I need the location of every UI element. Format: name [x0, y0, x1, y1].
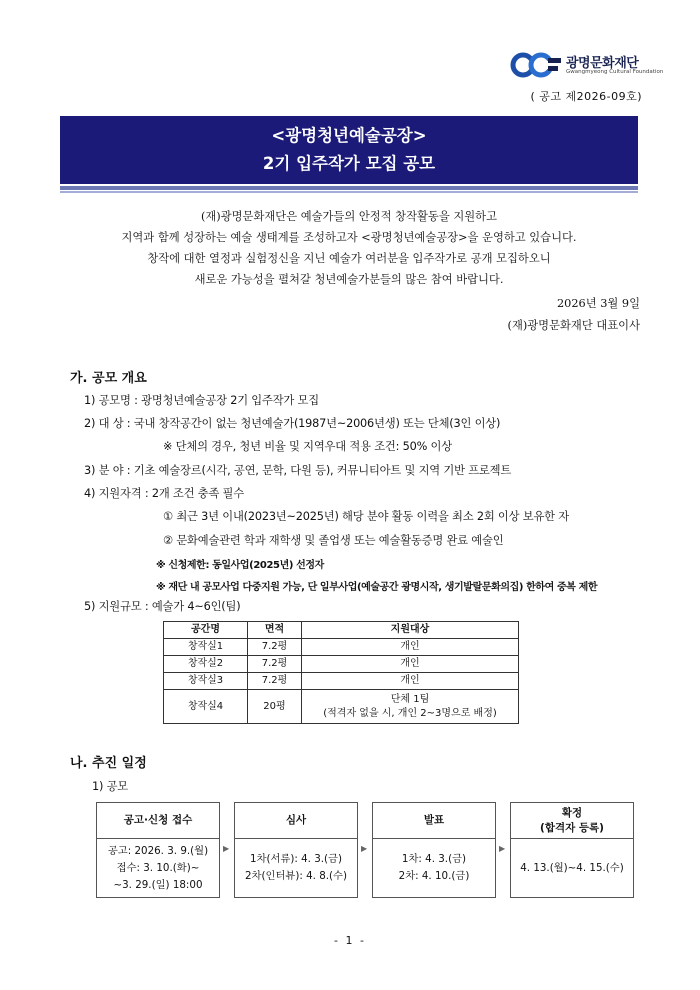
intro-line: 창작에 대한 열정과 실험정신을 지닌 예술가 여러분을 입주작가로 공개 모집하오니: [147, 252, 551, 265]
qualification-item: ① 최근 3년 이내(2023년~2025년) 해당 분야 활동 이력을 최소 2회 이상 보유한 자: [163, 510, 569, 523]
table-cell: [302, 690, 519, 724]
step-title: 공고·신청 접수: [123, 814, 193, 826]
page-number: - 1 -: [334, 934, 366, 947]
overview-item: 3) 분 야 : 기초 예술장르(시각, 공연, 문학, 다원 등), 커뮤니티아트 및 지역 기반 프로젝트: [84, 464, 512, 477]
step-detail: 2차(인터뷰): 4. 8.(수): [244, 870, 348, 882]
arrow-right-icon: ▶: [223, 844, 230, 853]
title-banner: [60, 116, 638, 196]
schedule-step-application: [96, 802, 220, 898]
banner-stripe: [60, 186, 638, 190]
step-detail: 2차: 4. 10.(금): [398, 870, 470, 882]
table-cell: 창작실1: [164, 639, 248, 656]
step-title: 심사: [285, 814, 307, 826]
logo-mark-icon: [510, 52, 562, 78]
step-detail: 공고: 2026. 3. 9.(월): [107, 844, 209, 857]
overview-item: 4) 지원자격 : 2개 조건 충족 필수: [84, 487, 244, 500]
table-cell: 7.2평: [248, 673, 302, 690]
table-cell: 개인: [302, 639, 519, 656]
step-title: 발표: [423, 814, 445, 826]
table-cell: 7.2평: [248, 656, 302, 673]
table-cell: 개인: [302, 673, 519, 690]
arrow-right-icon: ▶: [499, 844, 506, 853]
table-cell: 창작실4: [164, 690, 248, 724]
restriction-note: ※ 재단 내 공모사업 다중지원 가능, 단 일부사업(예술공간 광명시작, 생기발랄문화의집) 한하여 중복 제한: [156, 582, 598, 593]
space-table: [163, 621, 519, 724]
intro-line: (재)광명문화재단은 예술가들의 안정적 창작활동을 지원하고: [200, 210, 497, 223]
table-cell: 개인: [302, 656, 519, 673]
table-row: [164, 673, 519, 690]
table-row: [164, 656, 519, 673]
logo-name: 광명문화재단: [566, 56, 639, 71]
table-cell-line: 단체 1팀: [390, 693, 430, 705]
notice-number: ( 공고 제2026-09호): [530, 90, 642, 103]
table-header: 공간명: [164, 622, 248, 639]
schedule-step-review: [234, 802, 358, 898]
arrow-right-icon: ▶: [361, 844, 368, 853]
issuer: (재)광명문화재단 대표이사: [507, 319, 640, 332]
announcement-date: 2026년 3월 9일: [556, 297, 640, 310]
qualification-item: ② 문화예술관련 학과 재학생 및 졸업생 또는 예술활동증명 완료 예술인: [163, 534, 504, 547]
schedule-step-announcement: [372, 802, 496, 898]
banner-stripe-thin: [60, 191, 638, 193]
logo-subtitle: Gwangmyeong Cultural Foundation: [566, 69, 664, 75]
step-title: 확정: [561, 806, 583, 819]
section-b-title: 나. 추진 일정: [70, 756, 147, 771]
section-a-title: 가. 공모 개요: [70, 371, 147, 386]
schedule-step-confirmation: [510, 802, 634, 898]
step-detail: 4. 13.(월)~4. 15.(수): [520, 861, 624, 874]
step-detail: 접수: 3. 10.(화)~: [116, 861, 200, 874]
overview-item: 1) 공모명 : 광명청년예술공장 2기 입주작가 모집: [84, 394, 319, 407]
table-cell: 7.2평: [248, 639, 302, 656]
table-header: 면적: [248, 622, 302, 639]
banner-title-1: <광명청년예술공장>: [271, 126, 427, 145]
table-cell: 창작실3: [164, 673, 248, 690]
step-detail: ~3. 29.(일) 18:00: [113, 878, 203, 891]
table-header-row: [164, 622, 519, 639]
foundation-logo: [510, 50, 664, 82]
table-cell: 20평: [248, 690, 302, 724]
overview-note: ※ 단체의 경우, 청년 비율 및 지역우대 적용 조건: 50% 이상: [163, 440, 452, 453]
overview-item: 2) 대 상 : 국내 창작공간이 없는 청년예술가(1987년~2006년생) 또는 단체(3인 이상): [84, 417, 501, 430]
table-header: 지원대상: [302, 622, 519, 639]
table-cell-line: (적격자 없을 시, 개인 2~3명으로 배정): [323, 707, 497, 719]
intro-line: 지역과 함께 성장하는 예술 생태계를 조성하고자 <광명청년예술공장>을 운영하고 있습니다.: [121, 231, 577, 244]
overview-item: 5) 지원규모 : 예술가 4~6인(팀): [84, 600, 241, 613]
intro-line: 새로운 가능성을 펼쳐갈 청년예술가분들의 많은 참여 바랍니다.: [194, 273, 504, 286]
step-detail: 1차: 4. 3.(금): [401, 853, 467, 865]
table-row: [164, 690, 519, 724]
restriction-note: ※ 신청제한: 동일사업(2025년) 선정자: [156, 560, 324, 571]
step-title: (합격자 등록): [540, 821, 604, 834]
table-row: [164, 639, 519, 656]
banner-title-2: 2기 입주작가 모집 공모: [262, 154, 436, 173]
step-detail: 1차(서류): 4. 3.(금): [249, 853, 343, 865]
table-cell: 창작실2: [164, 656, 248, 673]
intro-paragraph: [60, 206, 638, 290]
schedule-subtitle: 1) 공모: [92, 780, 129, 793]
